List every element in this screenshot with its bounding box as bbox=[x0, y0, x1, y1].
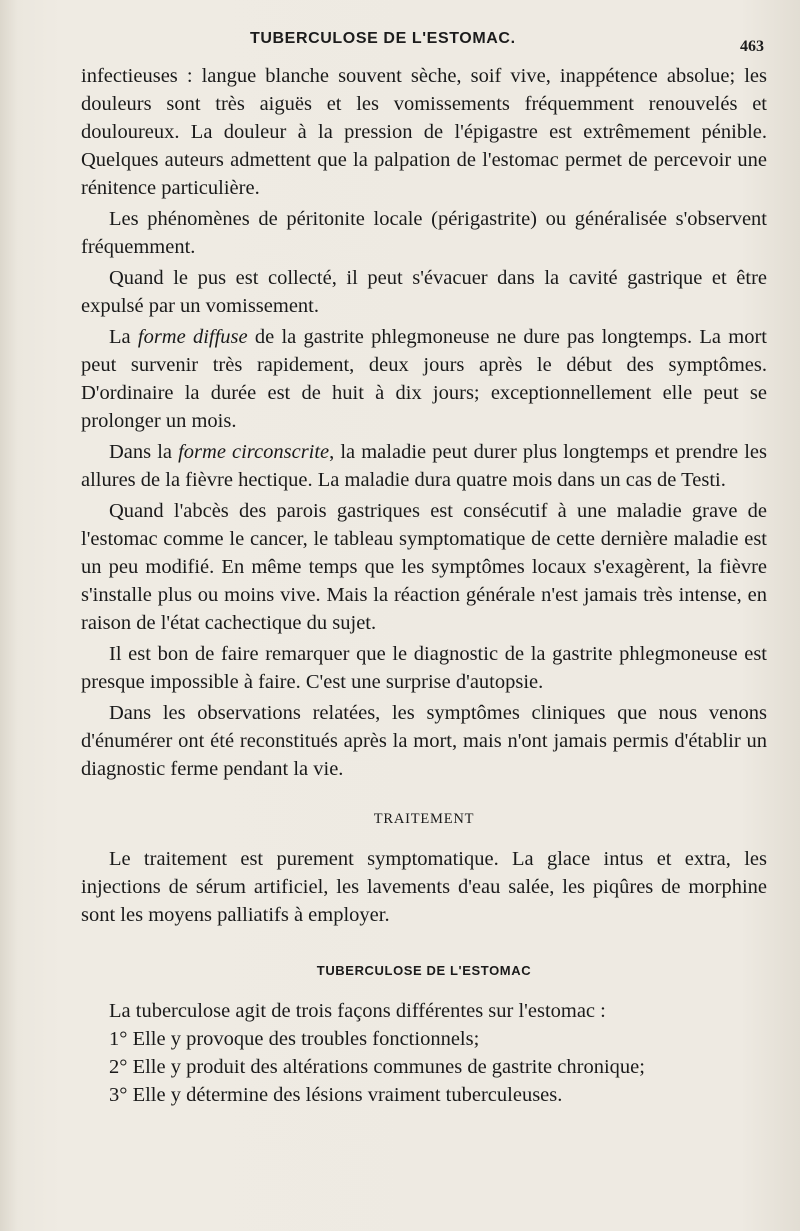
paragraph-traitement: Le traitement est purement symptomatique. La glace intus et extra, les injections de sérum artificiel, les lavements d'eau salée, les piqûres de morphine sont les moyens palliatifs à employer. bbox=[81, 848, 767, 926]
heading-traitement: TRAITEMENT bbox=[373, 811, 475, 827]
paragraph-diffuse-form bbox=[81, 323, 767, 435]
text-segment: de la gastrite phlegmoneuse ne dure pas longtemps. La mort peut survenir très rapidement, deux jours après le début des symptômes. D'ordinaire la durée est de huit à dix jours; exceptionnellement elle peut se prolonger un mois. bbox=[81, 326, 767, 432]
paragraph-peritonitis: Les phénomènes de péritonite locale (périgastrite) ou généralisée s'observent fréquemment. bbox=[81, 208, 767, 258]
paragraph-diagnosis: Il est bon de faire remarquer que le diagnostic de la gastrite phlegmoneuse est presque impossible à faire. C'est une surprise d'autopsie. bbox=[81, 643, 767, 693]
paragraph-observations: Dans les observations relatées, les symptômes cliniques que nous venons d'énumérer ont été reconstitués après la mort, mais n'ont jamais permis d'établir un diagnostic ferme pendant la vie. bbox=[81, 702, 767, 780]
tuberculose-list bbox=[81, 997, 767, 1109]
text-segment: , la maladie peut durer plus longtemps et prendre les allures de la fièvre hectique. La maladie dura quatre mois dans un cas de Testi. bbox=[81, 441, 767, 491]
page-number: 463 bbox=[740, 38, 764, 55]
page-body bbox=[81, 62, 767, 1109]
list-item: 3° Elle y détermine des lésions vraiment tuberculeuses. bbox=[109, 1084, 563, 1106]
paragraph-symptoms-continued: infectieuses : langue blanche souvent sèche, soif vive, inappétence absolue; les douleurs sont très aiguës et les vomissements fréquemment renouvelés et douloureux. La douleur à la pression de l'épigastre est extrêmement pénible. Quelques auteurs admettent que la palpation de l'estomac permet de percevoir une rénitence particulière. bbox=[81, 65, 767, 199]
list-item: 2° Elle y produit des altérations communes de gastrite chronique; bbox=[109, 1056, 645, 1078]
running-head bbox=[0, 30, 800, 54]
paragraph-pus: Quand le pus est collecté, il peut s'évacuer dans la cavité gastrique et être expulsé par un vomissement. bbox=[81, 267, 767, 317]
italic-term: forme diffuse bbox=[137, 326, 248, 348]
list-item: 1° Elle y provoque des troubles fonctionnels; bbox=[109, 1028, 480, 1050]
text-segment: Dans la bbox=[109, 441, 179, 463]
italic-term: forme circonscrite bbox=[178, 441, 330, 463]
list-intro: La tuberculose agit de trois façons différentes sur l'estomac : bbox=[109, 1000, 606, 1022]
running-title: TUBERCULOSE DE L'ESTOMAC. bbox=[250, 30, 516, 47]
paragraph-circumscribed-form bbox=[81, 438, 767, 494]
heading-tuberculose: TUBERCULOSE DE L'ESTOMAC bbox=[316, 963, 532, 978]
paragraph-abscess: Quand l'abcès des parois gastriques est consécutif à une maladie grave de l'estomac comme le cancer, le tableau symptomatique de cette dernière maladie est un peu modifié. En même temps que les symptômes locaux s'exagèrent, la fièvre s'installe plus ou moins vive. Mais la réaction générale n'est jamais très intense, en raison de l'état cachectique du sujet. bbox=[81, 500, 767, 634]
text-segment: La bbox=[109, 326, 138, 348]
